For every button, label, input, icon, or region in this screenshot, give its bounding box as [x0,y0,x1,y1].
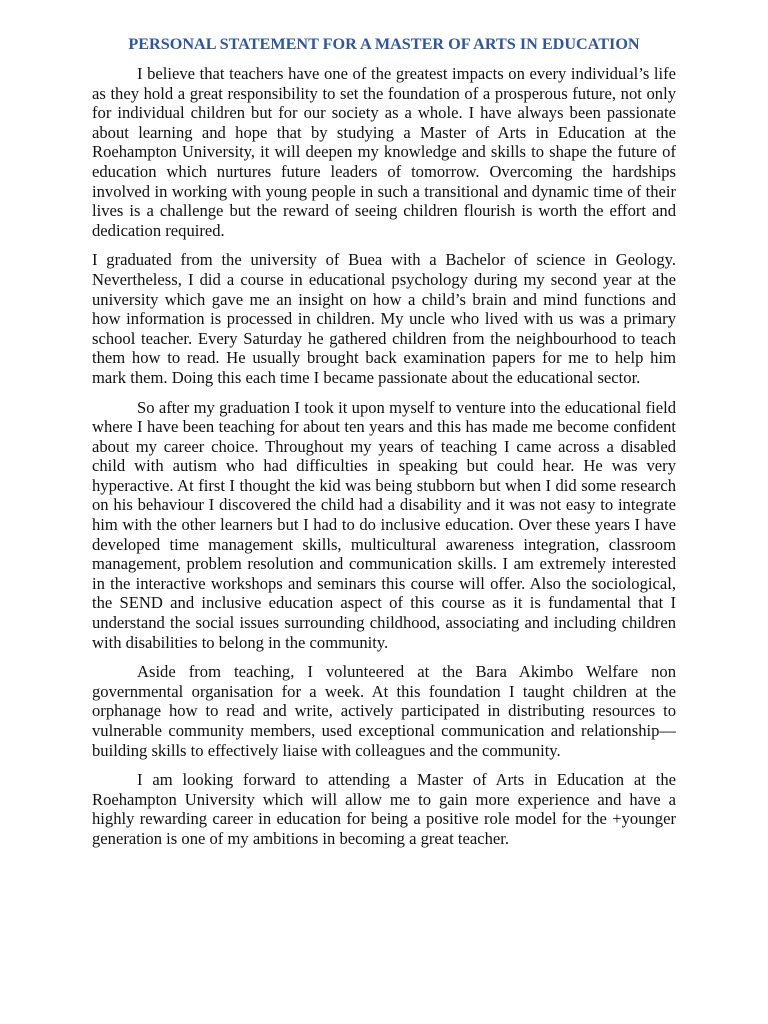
paragraph-intro: I believe that teachers have one of the greatest impacts on every individual’s life as they hold a great responsibility to set the foundation of a prosperous future, not only for individual children but for our society as a whole. I have always been passionate about learning and hope that by studying a Master of Arts in Education at the Roehampton University, it will deepen my knowledge and skills to shape the future of education which nurtures future leaders of tomorrow. Overcoming the hardships involved in working with young people in such a transitional and dynamic time of their lives is a challenge but the reward of seeing children flourish is worth the effort and dedication required. [92,64,676,240]
document-title: PERSONAL STATEMENT FOR A MASTER OF ARTS IN EDUCATION [128,35,640,53]
paragraph-volunteering: Aside from teaching, I volunteered at the Bara Akimbo Welfare non governmental organisation for a week. At this foundation I taught children at the orphanage how to read and write, actively participated in distributing resources to vulnerable community members, used exceptional communication and relationship—building skills to effectively liaise with colleagues and the community. [92,662,676,760]
paragraph-teaching-experience: So after my graduation I took it upon myself to venture into the educational field where I have been teaching for about ten years and this has made me become confident about my career choice. Throughout my years of teaching I came across a disabled child with autism who had difficulties in speaking but could hear. He was very hyperactive. At first I thought the kid was being stubborn but when I did some research on his behaviour I discovered the child had a disability and it was not easy to integrate him with the other learners but I had to do inclusive education. Over these years I have developed time management skills, multicultural awareness integration, classroom management, problem resolution and communication skills. I am extremely interested in the interactive workshops and seminars this course will offer. Also the sociological, the SEND and inclusive education aspect of this course as it is fundamental that I understand the social issues surrounding childhood, associating and including children with disabilities to belong in the community. [92,397,676,652]
paragraph-education: I graduated from the university of Buea with a Bachelor of science in Geology. Nevertheless, I did a course in educational psychology during my second year at the university which gave me an insight on how a child’s brain and mind functions and how information is processed in children. My uncle who lived with us was a primary school teacher. Every Saturday he gathered children from the neighbourhood to teach them how to read. He usually brought back examination papers for me to help him mark them. Doing this each time I became passionate about the educational sector. [92,250,676,387]
paragraph-conclusion: I am looking forward to attending a Master of Arts in Education at the Roehampton University which will allow me to gain more experience and have a highly rewarding career in education for being a positive role model for the +younger generation is one of my ambitions in becoming a great teacher. [92,770,676,848]
document-page [92,34,676,859]
